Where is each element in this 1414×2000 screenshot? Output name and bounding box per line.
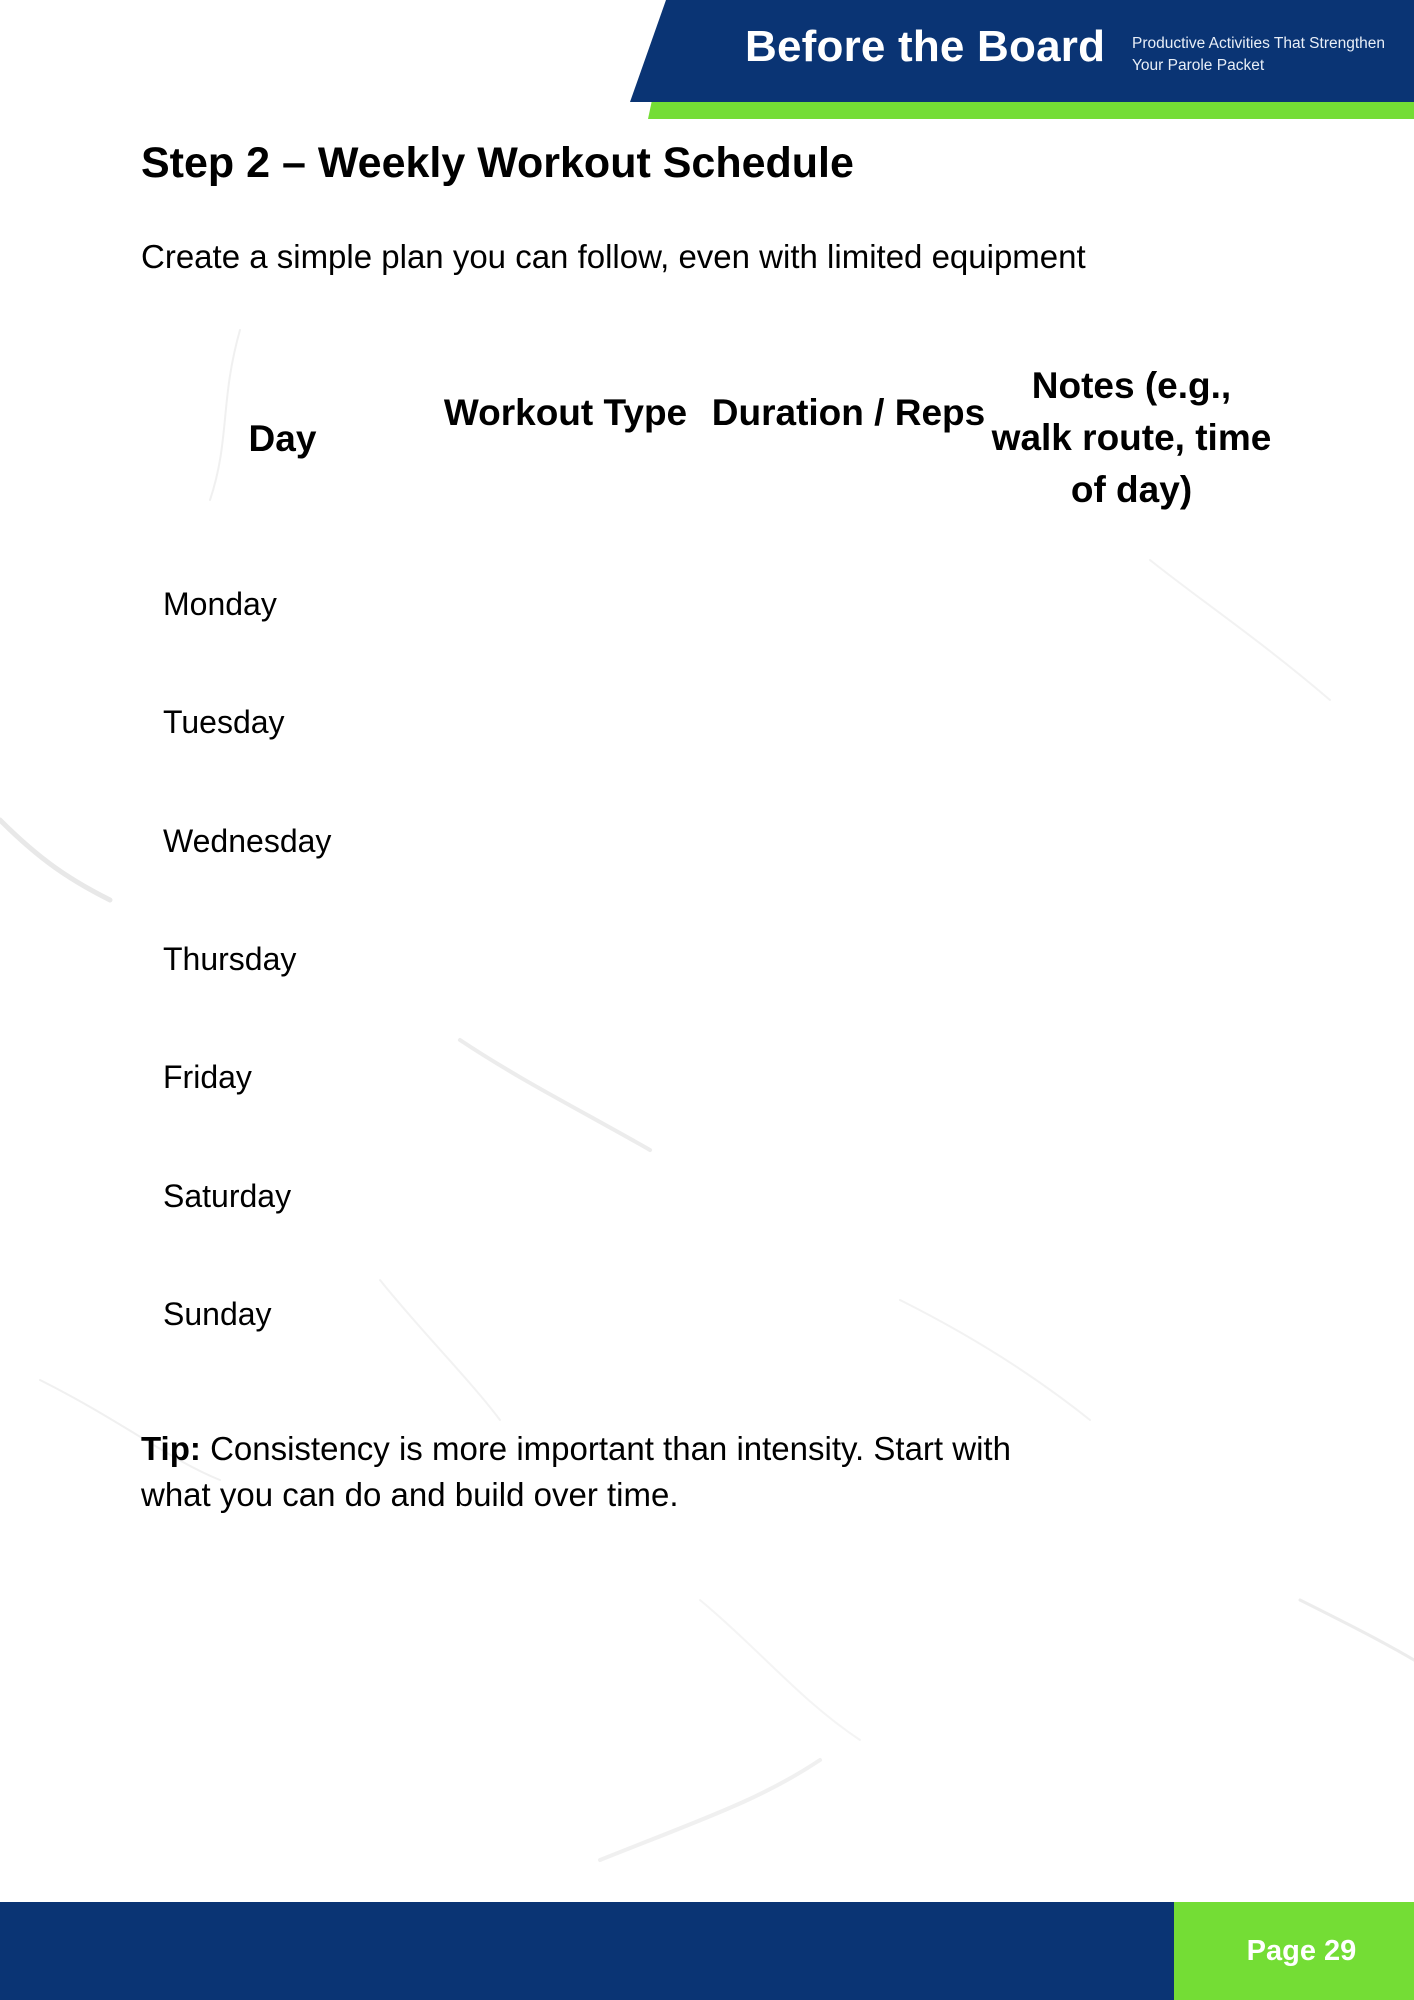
intro-text: Create a simple plan you can follow, even with limited equipment [141,238,1086,275]
tip-label: Tip: [141,1430,201,1467]
column-header-workout-type: Workout Type [443,392,688,433]
day-row-tuesday: Tuesday [163,704,285,740]
day-row-monday: Monday [163,586,277,622]
day-row-thursday: Thursday [163,941,297,977]
day-row-wednesday: Wednesday [163,823,332,859]
column-header-notes: Notes (e.g., walk route, time of day) [991,365,1272,510]
tip-note [141,1426,1041,1518]
footer-bar [0,1902,1174,2000]
page-title: Step 2 – Weekly Workout Schedule [141,139,854,187]
header-accent-stripe [648,100,1414,119]
header-title: Before the Board [745,22,1106,71]
tip-text: Consistency is more important than intensity. Start with what you can do and build over time. [141,1430,1011,1513]
day-row-friday: Friday [163,1059,252,1095]
column-header-duration: Duration / Reps [711,392,986,433]
header-subtitle: Productive Activities That Strengthen Your Parole Packet [1132,35,1386,74]
page-number: Page 29 [1246,1935,1357,1967]
day-row-saturday: Saturday [163,1178,292,1214]
column-header-day: Day [248,418,317,459]
day-row-sunday: Sunday [163,1296,272,1332]
